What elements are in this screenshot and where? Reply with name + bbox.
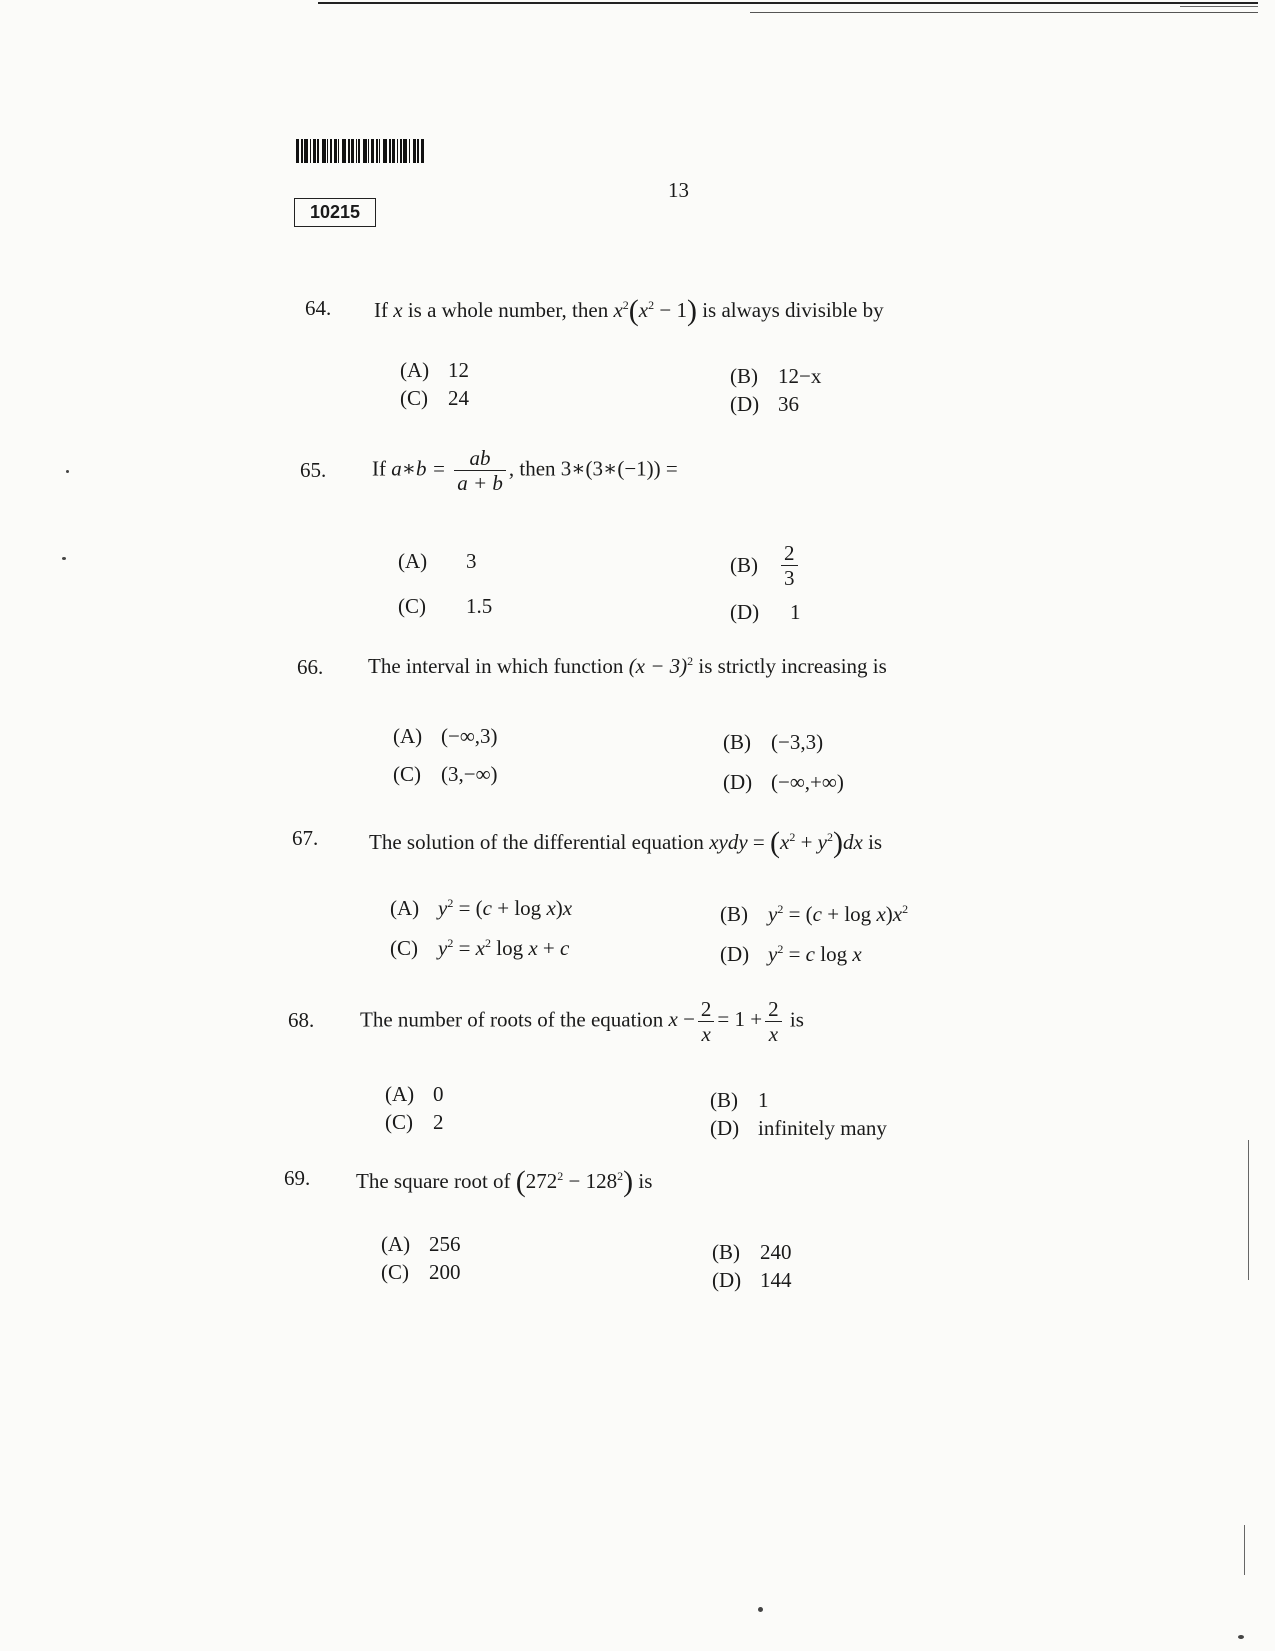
math-expression: $y^2 = (c + \log x)x^2$ [768,902,909,926]
option: (C) $y^2 = x^2$ log x + c [390,936,570,960]
question-number: 65. [300,458,327,482]
option: (D) 144 [712,1268,792,1292]
option: (D) infinitely many [710,1116,887,1140]
paper-code-box: 10215 [294,198,376,227]
fraction: $\frac{ab}{a + b}$ [454,446,506,495]
math-expression: xydy = $(x^2 + y^2)dx$ [709,826,863,859]
option: (A) $y^2 = (c + \log x)x$ [390,896,573,920]
option: (B) (−3,3) [723,730,824,754]
option: (A) 12 [400,358,469,382]
question-number: 68. [288,1008,315,1032]
top-rule-tertiary [1180,6,1258,7]
option: (B) 12−x [730,364,822,388]
scan-speck [758,1607,763,1612]
question-stem: If a∗b = $\frac{ab}{a + b}$ , then 3∗(3∗(−1)) = [372,446,678,495]
option: (B) 240 [712,1240,792,1264]
math-expression: (x − 3) [628,654,688,678]
math-expression: $y^2 = x^2$ log x + c [438,936,570,960]
math-expression: $x^2(x^2 - 1)$ [613,294,697,327]
question-number: 69. [284,1166,311,1190]
option: (A) 3 [398,549,477,573]
scan-speck [62,557,66,560]
option: (C) 24 [400,386,469,410]
option: (C) 1.5 [398,594,493,618]
question-stem: The interval in which function $(x - 3)^2$ is strictly increasing is [368,654,887,678]
option: (A) 256 [381,1232,461,1256]
question-number: 66. [297,655,324,679]
math-expression: $(272^2 - 128^2)$ [515,1165,634,1198]
option: (C) 200 [381,1260,461,1284]
option: (C) 2 [385,1110,444,1134]
option: (D) 1 [730,600,801,624]
top-rule [318,2,1258,4]
question-stem: If x is a whole number, then $x^2(x^2 - 1)$ is always divisible by [374,294,884,327]
option: (B) $\frac{2}{3}$ [730,541,801,590]
math-expression: $y^2 = (c + \log x)x$ [438,896,573,920]
option: (A) 0 [385,1082,444,1106]
question-number: 67. [292,826,319,850]
scan-speck [66,470,69,473]
option: (D) 36 [730,392,799,416]
fraction: $\frac{2}{3}$ [781,541,798,590]
barcode-icon [296,139,441,163]
scan-edge-line [1244,1525,1245,1575]
option: (D) $y^2 = c$ log x [720,942,862,966]
page-number: 13 [668,178,689,202]
question-stem: The number of roots of the equation x − $\frac{2}{x}$ = 1 + $\frac{2}{x}$ is [360,997,804,1046]
option: (B) $y^2 = (c + \log x)x^2$ [720,902,909,926]
scan-speck [1238,1635,1244,1639]
question-stem: The solution of the differential equation xydy = $(x^2 + y^2)dx$ is [369,826,883,859]
math-expression: $y^2 = c$ log x [768,942,862,966]
math-expression: x − $\frac{2}{x}$ = 1 + $\frac{2}{x}$ [669,1007,785,1031]
question-number: 64. [305,296,332,320]
option: (D) (−∞,+∞) [723,770,844,794]
option: (B) 1 [710,1088,769,1112]
question-stem: The square root of $(272^2 - 128^2)$ is [356,1165,653,1198]
option: (A) (−∞,3) [393,724,498,748]
scan-edge-line [1248,1140,1249,1280]
top-rule-secondary [750,12,1258,13]
option: (C) (3,−∞) [393,762,498,786]
